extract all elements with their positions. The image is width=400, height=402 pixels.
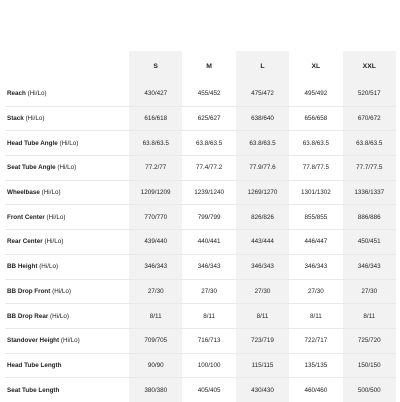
row-label <box>5 230 129 255</box>
row-label-name: Front Center <box>7 213 45 221</box>
cell-value: 77.4/77.2 <box>182 156 235 181</box>
row-label <box>5 156 129 181</box>
row-label-name: Stack <box>7 115 24 123</box>
cell-value: 405/405 <box>197 386 221 394</box>
row-label <box>5 180 129 205</box>
size-header-s: S <box>129 51 182 82</box>
size-header-l: L <box>236 51 289 82</box>
cell-value: 495/492 <box>289 82 342 106</box>
cell-value: 63.8/63.5 <box>129 131 182 156</box>
row-label-unit: (Hi/Lo) <box>46 213 66 221</box>
cell-value: 63.8/63.5 <box>182 131 235 156</box>
row-label <box>5 353 129 378</box>
cell-value: 799/799 <box>182 205 235 230</box>
cell-value: 770/770 <box>129 205 182 230</box>
cell-value: 886/886 <box>343 205 396 230</box>
table-row <box>5 180 396 205</box>
size-header-xl: XL <box>311 63 321 70</box>
cell-value: 430/430 <box>236 378 289 402</box>
cell-value: 722/717 <box>289 328 342 353</box>
row-label-unit: (Hi/Lo) <box>44 238 64 246</box>
cell-value: 709/705 <box>129 328 182 353</box>
cell-value: 1209/1209 <box>129 180 182 205</box>
cell-value: 135/135 <box>289 353 342 378</box>
cell-value: 723/719 <box>236 328 289 353</box>
row-label-name: Head Tube Length <box>7 361 62 369</box>
cell-value: 439/440 <box>129 230 182 255</box>
cell-value: 346/343 <box>289 254 342 279</box>
cell-value: 8/11 <box>343 304 396 329</box>
cell-value: 443/444 <box>236 230 289 255</box>
cell-value: 440/441 <box>182 230 235 255</box>
cell-value: 27/30 <box>182 279 235 304</box>
row-label-unit: (Hi/Lo) <box>27 90 47 98</box>
row-label <box>5 304 129 329</box>
row-label <box>5 106 129 131</box>
cell-value: 638/640 <box>236 106 289 131</box>
row-label-unit: (Hi/Lo) <box>39 263 59 271</box>
cell-value: 63.8/63.5 <box>289 131 342 156</box>
row-label-name: Wheelbase <box>7 189 40 197</box>
table-row <box>5 131 396 156</box>
table-row <box>5 205 396 230</box>
table-row <box>5 156 396 181</box>
cell-value: 100/100 <box>182 353 235 378</box>
cell-value: 8/11 <box>129 304 182 329</box>
cell-value: 346/343 <box>129 254 182 279</box>
cell-value: 380/380 <box>129 378 182 402</box>
cell-value: 670/672 <box>343 106 396 131</box>
row-label-unit: (Hi/Lo) <box>50 312 69 320</box>
cell-value: 520/517 <box>343 82 396 106</box>
geometry-table <box>5 51 396 402</box>
row-label-unit: (Hi/Lo) <box>59 139 79 147</box>
cell-value: 27/30 <box>289 279 342 304</box>
cell-value: 115/115 <box>236 353 289 378</box>
table-row <box>5 328 396 353</box>
cell-value: 716/713 <box>182 328 235 353</box>
row-label <box>5 378 129 402</box>
table-row <box>5 378 396 402</box>
cell-value: 150/150 <box>343 353 396 378</box>
table-row <box>5 106 396 131</box>
row-label-name: Reach <box>7 90 26 98</box>
header-corner <box>5 51 129 82</box>
cell-value: 346/343 <box>343 254 396 279</box>
row-label-unit: (Hi/Lo) <box>25 115 45 123</box>
cell-value: 656/658 <box>289 106 342 131</box>
row-label-unit: (Hi/Lo) <box>41 189 61 197</box>
cell-value: 500/500 <box>343 378 396 402</box>
cell-value: 1239/1240 <box>182 180 235 205</box>
cell-value: 77.2/77 <box>129 156 182 181</box>
row-label-name: Standover Height <box>7 337 60 345</box>
cell-value: 346/343 <box>236 254 289 279</box>
row-label <box>5 82 129 106</box>
cell-value: 27/30 <box>343 279 396 304</box>
row-label <box>5 254 129 279</box>
row-label-name: Seat Tube Angle <box>7 164 56 172</box>
row-label <box>5 279 129 304</box>
cell-value: 27/30 <box>129 279 182 304</box>
row-label-name: Seat Tube Length <box>7 386 60 394</box>
cell-value: 1336/1337 <box>343 180 396 205</box>
table-row <box>5 254 396 279</box>
cell-value: 475/472 <box>236 82 289 106</box>
size-header-xxl: XXL <box>343 51 396 82</box>
row-label-name: BB Drop Front <box>7 287 51 295</box>
cell-value: 77.9/77.6 <box>236 156 289 181</box>
cell-value: 77.7/77.5 <box>343 156 396 181</box>
cell-value: 455/452 <box>182 82 235 106</box>
size-header-m: M <box>206 63 212 70</box>
cell-value: 1269/1270 <box>236 180 289 205</box>
cell-value: 450/451 <box>343 230 396 255</box>
cell-value: 855/855 <box>289 205 342 230</box>
row-label-name: Head Tube Angle <box>7 139 58 147</box>
cell-value: 1301/1302 <box>289 180 342 205</box>
row-label-name: Rear Center <box>7 238 43 246</box>
table-row <box>5 279 396 304</box>
cell-value: 90/90 <box>129 353 182 378</box>
cell-value: 616/618 <box>129 106 182 131</box>
size-header-row <box>5 51 396 82</box>
row-label <box>5 131 129 156</box>
row-label <box>5 205 129 230</box>
cell-value: 446/447 <box>289 230 342 255</box>
row-label-unit: (Hi/Lo) <box>52 287 72 295</box>
table-row <box>5 304 396 329</box>
row-label <box>5 328 129 353</box>
cell-value: 27/30 <box>236 279 289 304</box>
cell-value: 346/343 <box>182 254 235 279</box>
cell-value: 725/720 <box>343 328 396 353</box>
cell-value: 430/427 <box>129 82 182 106</box>
table-row <box>5 230 396 255</box>
row-label-name: BB Height <box>7 263 38 271</box>
cell-value: 460/460 <box>304 386 328 394</box>
cell-value: 63.8/63.5 <box>236 131 289 156</box>
row-label-name: BB Drop Rear <box>7 312 49 320</box>
table-row <box>5 82 396 106</box>
cell-value: 8/11 <box>289 304 342 329</box>
cell-value: 63.8/63.5 <box>343 131 396 156</box>
row-label-unit: (Hi/Lo) <box>57 164 77 172</box>
cell-value: 625/627 <box>182 106 235 131</box>
row-label-unit: (Hi/Lo) <box>60 337 80 345</box>
cell-value: 8/11 <box>236 304 289 329</box>
cell-value: 826/826 <box>236 205 289 230</box>
cell-value: 8/11 <box>182 304 235 329</box>
cell-value: 77.8/77.5 <box>289 156 342 181</box>
table-row <box>5 353 396 378</box>
